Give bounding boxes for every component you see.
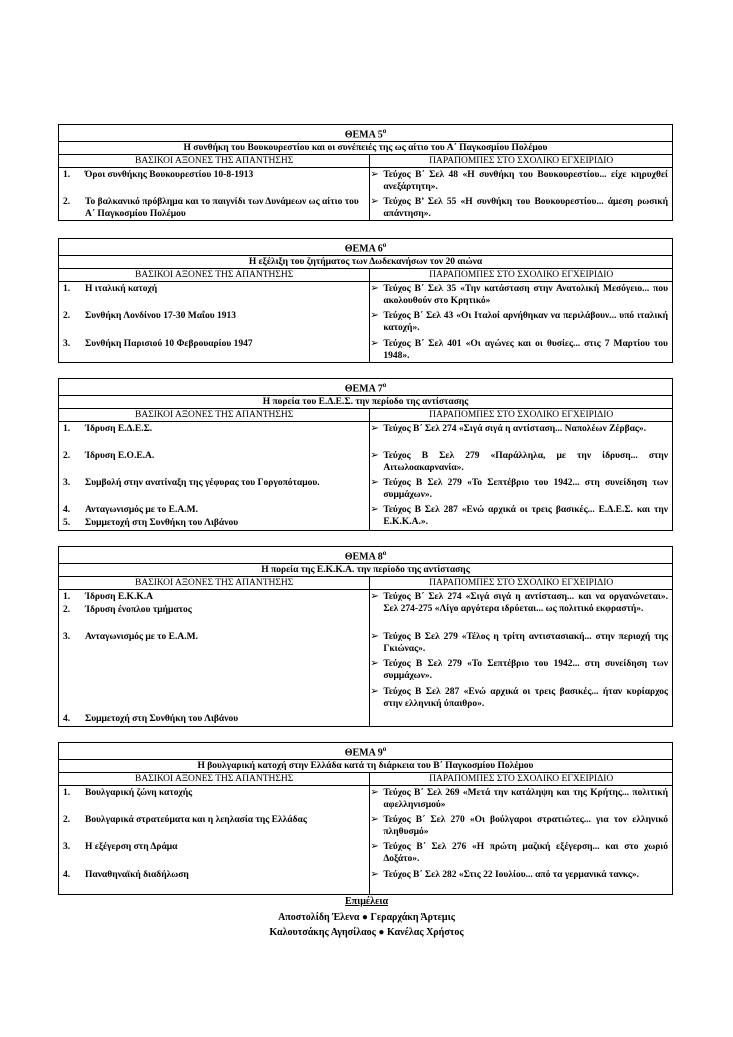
axis-item: 1. Η ιταλική κατοχή (63, 284, 158, 295)
column-header-references: ΠΑΡΑΠΟΜΠΕΣ ΣΤΟ ΣΧΟΛΙΚΟ ΕΓΧΕΙΡΙΔΙΟ (370, 409, 673, 422)
axis-item: 2. Το βαλκανικό πρόβλημα και το παιγνίδι των Δυνάμεων ως αίτιο του Α΄ Παγκοσμίου Πολέμου (63, 197, 359, 220)
references-cell (370, 282, 673, 363)
theme-subtitle: Η πορεία του Ε.Δ.Ε.Σ. την περίοδο της αντίστασης (59, 396, 673, 409)
footer-authors-line-2: Καλουτσάκης Αγησίλαος ● Κανέλας Χρήστος (269, 927, 464, 938)
axis-item: 4. Παναθηναϊκή διαδήλωση (63, 870, 189, 881)
column-header-axes: ΒΑΣΙΚΟΙ ΑΞΟΝΕΣ ΤΗΣ ΑΠΑΝΤΗΣΗΣ (59, 773, 370, 786)
reference-item: ➢ Τεύχος Β Σελ 287 «Ενώ αρχικά οι τρεις βασικές... ήταν κυρίαρχος στην ελληνική ύπαιθρο». (370, 686, 668, 710)
footer-authors-line-1: Αποστολίδη Έλενα ● Γεραρχάκη Άρτεμις (278, 912, 455, 923)
column-header-references: ΠΑΡΑΠΟΜΠΕΣ ΣΤΟ ΣΧΟΛΙΚΟ ΕΓΧΕΙΡΙΔΙΟ (370, 155, 673, 168)
axes-cell (59, 168, 370, 221)
arrow-bullet-icon: ➢ (370, 423, 379, 435)
theme-subtitle: Η εξέλιξη του ζητήματος των Δωδεκανήσων τον 20 αιώνα (59, 256, 673, 269)
axis-item: 2. Βουλγαρικά στρατεύματα και η λεηλασία της Ελλάδας (63, 815, 307, 826)
theme-subtitle: Η πορεία της Ε.Κ.Κ.Α. την περίοδο της αντίστασης (59, 564, 673, 577)
footer-label: Επιμέλεια (344, 896, 389, 907)
arrow-bullet-icon: ➢ (370, 504, 379, 516)
references-cell (370, 422, 673, 531)
arrow-bullet-icon: ➢ (370, 196, 379, 208)
reference-item: ➢ Τεύχος Β΄ Σελ 274 «Σιγά σιγά η αντίσταση... και να οργανώνεται». Σελ 274-275 «Λίγο αργότερα ιδρύεται... ως πολιτικό εκφραστή». (370, 591, 668, 615)
arrow-bullet-icon: ➢ (370, 787, 379, 799)
reference-item: ➢ Τεύχος Β Σελ 279 «Παράλληλα, με την ίδρυση... στην Αιτωλοακαρνανία». (370, 450, 668, 474)
axis-item: 4. Συμμετοχή στη Συνθήκη του Λιβάνου (63, 714, 239, 725)
reference-item: ➢ Τεύχος Β’ Σελ 55 «Η συνθήκη του Βουκουρεστίου... άμεση ρωσική απάντηση». (370, 196, 668, 220)
theme-subtitle: Η συνθήκη του Βουκουρεστίου και οι συνέπειές της ως αίτιο του Α΄ Παγκοσμίου Πολέμου (59, 142, 673, 155)
column-header-axes: ΒΑΣΙΚΟΙ ΑΞΟΝΕΣ ΤΗΣ ΑΠΑΝΤΗΣΗΣ (59, 577, 370, 590)
arrow-bullet-icon: ➢ (370, 631, 379, 643)
column-header-references: ΠΑΡΑΠΟΜΠΕΣ ΣΤΟ ΣΧΟΛΙΚΟ ΕΓΧΕΙΡΙΔΙΟ (370, 773, 673, 786)
column-header-axes: ΒΑΣΙΚΟΙ ΑΞΟΝΕΣ ΤΗΣ ΑΠΑΝΤΗΣΗΣ (59, 155, 370, 168)
arrow-bullet-icon: ➢ (370, 283, 379, 295)
reference-item: ➢ Τεύχος Β Σελ 279 «Το Σεπτέβριο του 1942... στη συνείδηση των συμμάχων». (370, 658, 668, 682)
arrow-bullet-icon: ➢ (370, 591, 379, 603)
reference-item: ➢ Τεύχος Β΄ Σελ 276 «Η πρώτη μαζική εξέγερση... και στο χωριό Δοξάτο». (370, 841, 668, 865)
axes-cell (59, 282, 370, 363)
theme-subtitle: Η βουλγαρική κατοχή στην Ελλάδα κατά τη διάρκεια του Β΄ Παγκοσμίου Πολέμου (59, 760, 673, 773)
references-cell (370, 786, 673, 895)
reference-item: ➢ Τεύχος Β΄ Σελ 48 «Η συνθήκη του Βουκουρεστίου... είχε κηρυχθεί ανεξάρτητη». (370, 169, 668, 193)
reference-item: ➢ Τεύχος Β΄ Σελ 282 «Στις 22 Ιουλίου... από τα γερμανικά τανκς». (370, 869, 640, 881)
axis-item: 1. Όροι συνθήκης Βουκουρεστίου 10-8-1913 (63, 170, 254, 181)
axis-item: 1. Βουλγαρική ζώνη κατοχής (63, 788, 193, 799)
axis-item: 2. Συνθήκη Λονδίνου 17-30 Μαΐου 1913 (63, 311, 237, 322)
axis-item: 3. Συμβολή στην ανατίναξη της γέφυρας του Γοργοπόταμου. (63, 478, 320, 489)
arrow-bullet-icon: ➢ (370, 841, 379, 853)
axis-item: 4. Ανταγωνισμός με το Ε.Α.Μ. (63, 505, 198, 516)
reference-item: ➢ Τεύχος Β΄ Σελ 269 «Μετά την κατάληψη και της Κρήτης... πολιτική αφελληνισμού» (370, 787, 668, 811)
arrow-bullet-icon: ➢ (370, 477, 379, 489)
reference-item: ➢ Τεύχος Β Σελ 279 «Το Σεπτέβριο του 1942... στη συνείδηση των συμμάχων». (370, 477, 668, 501)
axis-item: 2. Ίδρυση Ε.Ο.Ε.Α. (63, 451, 155, 462)
theme-7-table (58, 378, 673, 531)
axis-item: 1. Ίδρυση Ε.Κ.Κ.Α (63, 592, 153, 603)
axis-item: 2. Ίδρυση ένοπλου τμήματος (63, 605, 192, 616)
axis-item: 1. Ίδρυση Ε.Δ.Ε.Σ. (63, 424, 153, 435)
axis-item: 5. Συμμετοχή στη Συνθήκη του Λιβάνου (63, 518, 239, 529)
theme-9-table (58, 742, 673, 895)
column-header-references: ΠΑΡΑΠΟΜΠΕΣ ΣΤΟ ΣΧΟΛΙΚΟ ΕΓΧΕΙΡΙΔΙΟ (370, 577, 673, 590)
theme-title: ΘΕΜΑ $8^o$ (59, 547, 673, 564)
theme-8-table (58, 546, 673, 727)
axis-item: 3. Ανταγωνισμός με το Ε.Α.Μ. (63, 632, 198, 643)
column-header-references: ΠΑΡΑΠΟΜΠΕΣ ΣΤΟ ΣΧΟΛΙΚΟ ΕΓΧΕΙΡΙΔΙΟ (370, 269, 673, 282)
arrow-bullet-icon: ➢ (370, 814, 379, 826)
axis-item: 3. Συνθήκη Παρισιού 10 Φεβρουαρίου 1947 (63, 339, 253, 350)
axes-cell (59, 422, 370, 531)
references-cell (370, 590, 673, 727)
column-header-axes: ΒΑΣΙΚΟΙ ΑΞΟΝΕΣ ΤΗΣ ΑΠΑΝΤΗΣΗΣ (59, 269, 370, 282)
arrow-bullet-icon: ➢ (370, 169, 379, 181)
theme-title: ΘΕΜΑ $5^o$ (59, 125, 673, 142)
axes-cell (59, 786, 370, 895)
arrow-bullet-icon: ➢ (370, 338, 379, 350)
references-cell (370, 168, 673, 221)
column-header-axes: ΒΑΣΙΚΟΙ ΑΞΟΝΕΣ ΤΗΣ ΑΠΑΝΤΗΣΗΣ (59, 409, 370, 422)
arrow-bullet-icon: ➢ (370, 658, 379, 670)
theme-5-table (58, 124, 673, 221)
reference-item: ➢ Τεύχος Β΄ Σελ 270 «Οι βούλγαροι στρατιώτες... για τον ελληνικό πληθυσμό» (370, 814, 668, 838)
arrow-bullet-icon: ➢ (370, 450, 379, 462)
axis-item: 3. Η εξέγερση στη Δράμα (63, 842, 178, 853)
reference-item: ➢ Τεύχος Β΄ Σελ 274 «Σιγά σιγά η αντίσταση... Ναπολέων Ζέρβας». (370, 423, 647, 435)
theme-title: ΘΕΜΑ $6^o$ (59, 239, 673, 256)
reference-item: ➢ Τεύχος Β΄ Σελ 35 «Την κατάσταση στην Ανατολική Μεσόγειο... που ακολουθούν στο Κρητικό» (370, 283, 668, 307)
reference-item: ➢ Τεύχος Β΄ Σελ 43 «Οι Ιταλοί αρνήθηκαν να περιλάβουν... υπό ιταλική κατοχή». (370, 310, 668, 334)
arrow-bullet-icon: ➢ (370, 310, 379, 322)
arrow-bullet-icon: ➢ (370, 686, 379, 698)
reference-item: ➢ Τεύχος Β Σελ 279 «Τέλος η τρίτη αντιστασιακή... στην περιοχή της Γκιώνας». (370, 631, 668, 655)
theme-6-table (58, 238, 673, 363)
reference-item: ➢ Τεύχος Β Σελ 287 «Ενώ αρχικά οι τρεις βασικές... Ε.Δ.Ε.Σ. και την Ε.Κ.Κ.Α.». (370, 504, 668, 528)
reference-item: ➢ Τεύχος Β΄ Σελ 401 «Οι αγώνες και οι θυσίες... στις 7 Μαρτίου του 1948». (370, 338, 668, 362)
axes-cell (59, 590, 370, 727)
theme-title: ΘΕΜΑ $7^o$ (59, 379, 673, 396)
theme-title: ΘΕΜΑ $9^o$ (59, 743, 673, 760)
arrow-bullet-icon: ➢ (370, 869, 379, 881)
